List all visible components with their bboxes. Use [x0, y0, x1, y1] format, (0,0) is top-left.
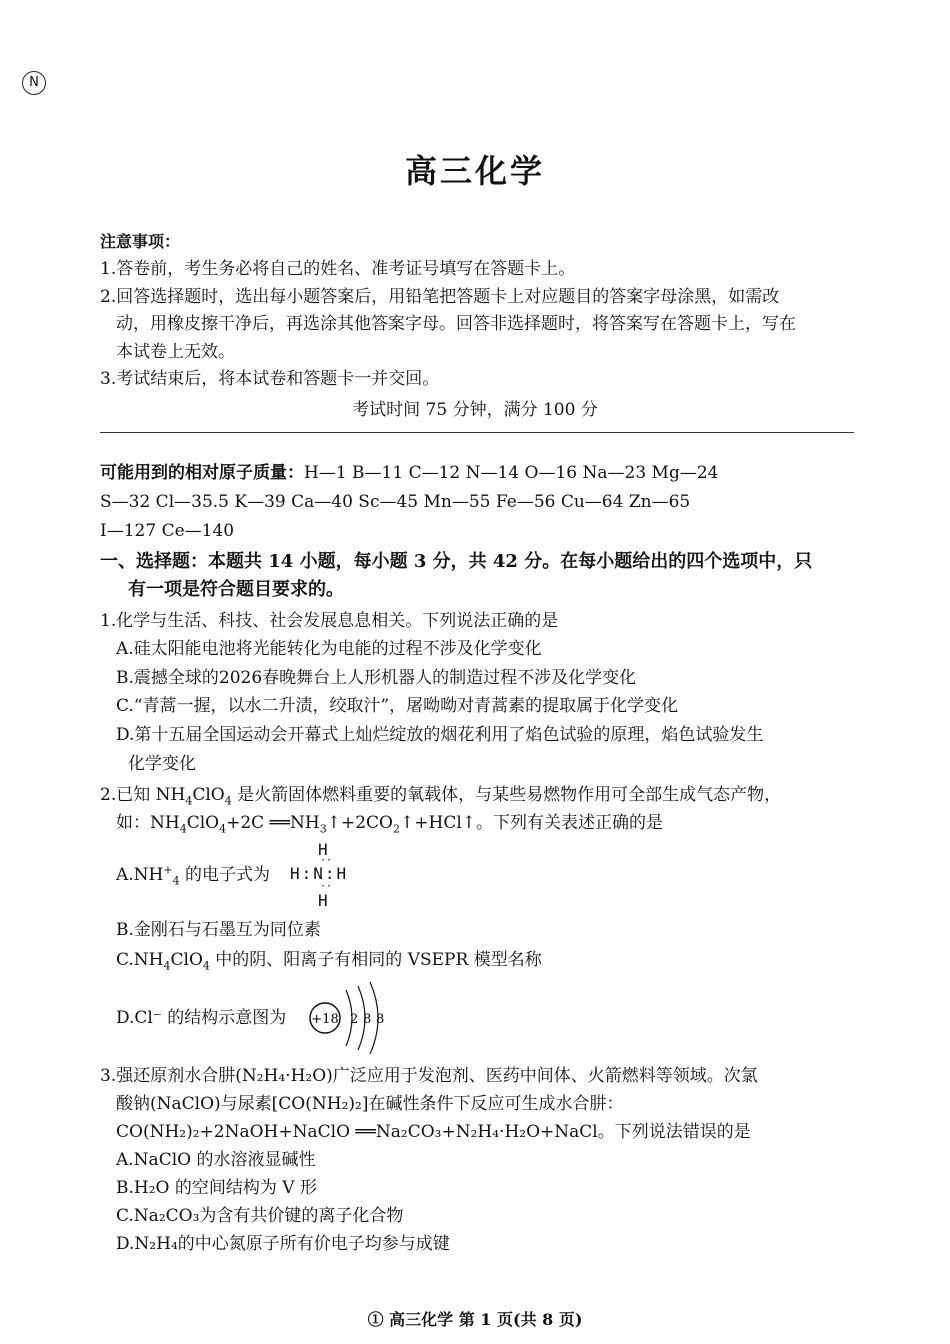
page-title: 高三化学 — [404, 152, 545, 190]
shell-2-electrons: 8 — [363, 1012, 372, 1027]
notice-item-3: 3.考试结束后，将本试卷和答题卡一并交回。 — [100, 369, 440, 389]
notice-item-1: 1.答卷前，考生务必将自己的姓名、准考证号填写在答题卡上。 — [100, 259, 576, 279]
page-footer: ① 高三化学 第 1 页(共 8 页) — [367, 1310, 583, 1329]
q3-option-a: A.NaClO 的水溶液显碱性 — [116, 1150, 316, 1170]
option-c-part: 中的阴、阳离子有相同的 VSEPR 模型名称 — [209, 950, 542, 970]
q2-stem-part: 2.已知 NH — [100, 785, 186, 805]
q1-option-b: B.震撼全球的2026春晚舞台上人形机器人的制造过程不涉及化学变化 — [116, 668, 637, 688]
q1-stem: 1.化学与生活、科技、社会发展息息相关。下列说法正确的是 — [100, 611, 559, 631]
atomic-masses-line-2: S—32 Cl—35.5 K—39 Ca—40 Sc—45 Mn—55 Fe—56 Cu—64 Zn—65 — [100, 492, 691, 512]
q1-option-d-cont: 化学变化 — [128, 754, 196, 774]
chloride-structure-diagram — [306, 978, 396, 1054]
subscript: 4 — [224, 794, 232, 808]
q3-option-c: C.Na₂CO₃为含有共价键的离子化合物 — [116, 1206, 404, 1226]
divider-rule — [100, 432, 854, 433]
shell-1-electrons: 2 — [350, 1012, 359, 1027]
lewis-bottom-h: H — [318, 891, 328, 910]
q3-option-d: D.N₂H₄的中心氮原子所有价电子均参与成键 — [116, 1234, 450, 1254]
lewis-dots-top: ·· — [320, 855, 333, 866]
subscript: 4 — [163, 959, 171, 973]
corner-mark: N — [22, 71, 46, 95]
q2-option-c — [116, 947, 542, 973]
q3-equation: CO(NH₂)₂+2NaOH+NaClO ══Na₂CO₃+N₂H₄·H₂O+NaCl。下列说法错误的是 — [116, 1122, 751, 1142]
q3-option-b: B.H₂O 的空间结构为 V 形 — [116, 1178, 317, 1198]
subscript: 4 — [185, 794, 193, 808]
q3-stem-cont: 酸钠(NaClO)与尿素[CO(NH₂)₂]在碱性条件下反应可生成水合肼： — [116, 1094, 624, 1114]
subscript: 4 — [179, 822, 187, 836]
q2-stem-part: ClO — [192, 785, 225, 805]
eq-part: +2C ══NH — [226, 813, 320, 833]
lewis-middle: H:N:H — [290, 864, 349, 883]
q2-stem — [100, 782, 781, 808]
atomic-masses-line-3: I—127 Ce—140 — [100, 521, 235, 541]
notice-item-2: 2.回答选择题时，选出每小题答案后，用铅笔把答题卡上对应题目的答案字母涂黑，如需改 — [100, 287, 780, 307]
eq-part: ↑+HCl↑。下列有关表述正确的是 — [400, 813, 664, 833]
q2-option-a — [116, 862, 270, 888]
eq-part: ClO — [186, 813, 220, 833]
notice-item-2-cont: 动，用橡皮擦干净后，再选涂其他答案字母。回答非选择题时，将答案写在答题卡上，写在 — [116, 314, 796, 334]
option-a-part: 的电子式为 — [179, 865, 271, 885]
q1-option-a: A.硅太阳能电池将光能转化为电能的过程不涉及化学变化 — [116, 639, 542, 659]
q1-option-c: C.“青蒿一握，以水二升渍，绞取汁”，屠呦呦对青蒿素的提取属于化学变化 — [116, 696, 679, 716]
exam-time-info: 考试时间 75 分钟，满分 100 分 — [352, 400, 598, 420]
superscript: + — [163, 863, 173, 877]
subscript: 4 — [202, 959, 210, 973]
option-c-part: ClO — [170, 950, 203, 970]
section-1-heading: 一、选择题：本题共 14 小题，每小题 3 分，共 42 分。在每小题给出的四个选项中，只 — [100, 551, 813, 572]
nucleus-charge: +18 — [311, 1012, 339, 1027]
notice-heading: 注意事项： — [100, 232, 181, 251]
subscript: 2 — [393, 822, 400, 836]
atomic-masses-label: 可能用到的相对原子质量： — [100, 463, 304, 483]
q2-stem-part: 是火箭固体燃料重要的氧载体，与某些易燃物作用可全部生成气态产物， — [231, 785, 782, 805]
q2-option-b: B.金刚石与石墨互为同位素 — [116, 920, 321, 940]
atomic-masses-values-1: H—1 B—11 C—12 N—14 O—16 Na—23 Mg—24 — [304, 463, 719, 483]
q3-stem: 3.强还原剂水合肼(N₂H₄·H₂O)广泛应用于发泡剂、医药中间体、火箭燃料等领域。次氯 — [100, 1066, 758, 1086]
q1-option-d: D.第十五届全国运动会开幕式上灿烂绽放的烟花利用了焰色试验的原理，焰色试验发生 — [116, 725, 764, 745]
lewis-dots-bottom: ·· — [320, 881, 333, 892]
section-1-heading-cont: 有一项是符合题目要求的。 — [128, 579, 344, 600]
subscript: 4 — [219, 822, 227, 836]
notice-item-2-cont2: 本试卷上无效。 — [116, 342, 235, 362]
subscript: 3 — [319, 822, 327, 836]
shell-3-electrons: 8 — [376, 1012, 385, 1027]
atomic-masses-line-1 — [100, 460, 718, 486]
option-a-part: A.NH — [116, 865, 164, 885]
eq-part: 如：NH — [116, 813, 180, 833]
eq-part: ↑+2CO — [326, 813, 393, 833]
subscript: 4 — [172, 874, 180, 888]
lewis-top-h: H — [318, 840, 328, 859]
q2-option-d: D.Cl⁻ 的结构示意图为 — [116, 1008, 287, 1028]
q2-equation — [116, 810, 663, 836]
option-c-part: C.NH — [116, 950, 164, 970]
